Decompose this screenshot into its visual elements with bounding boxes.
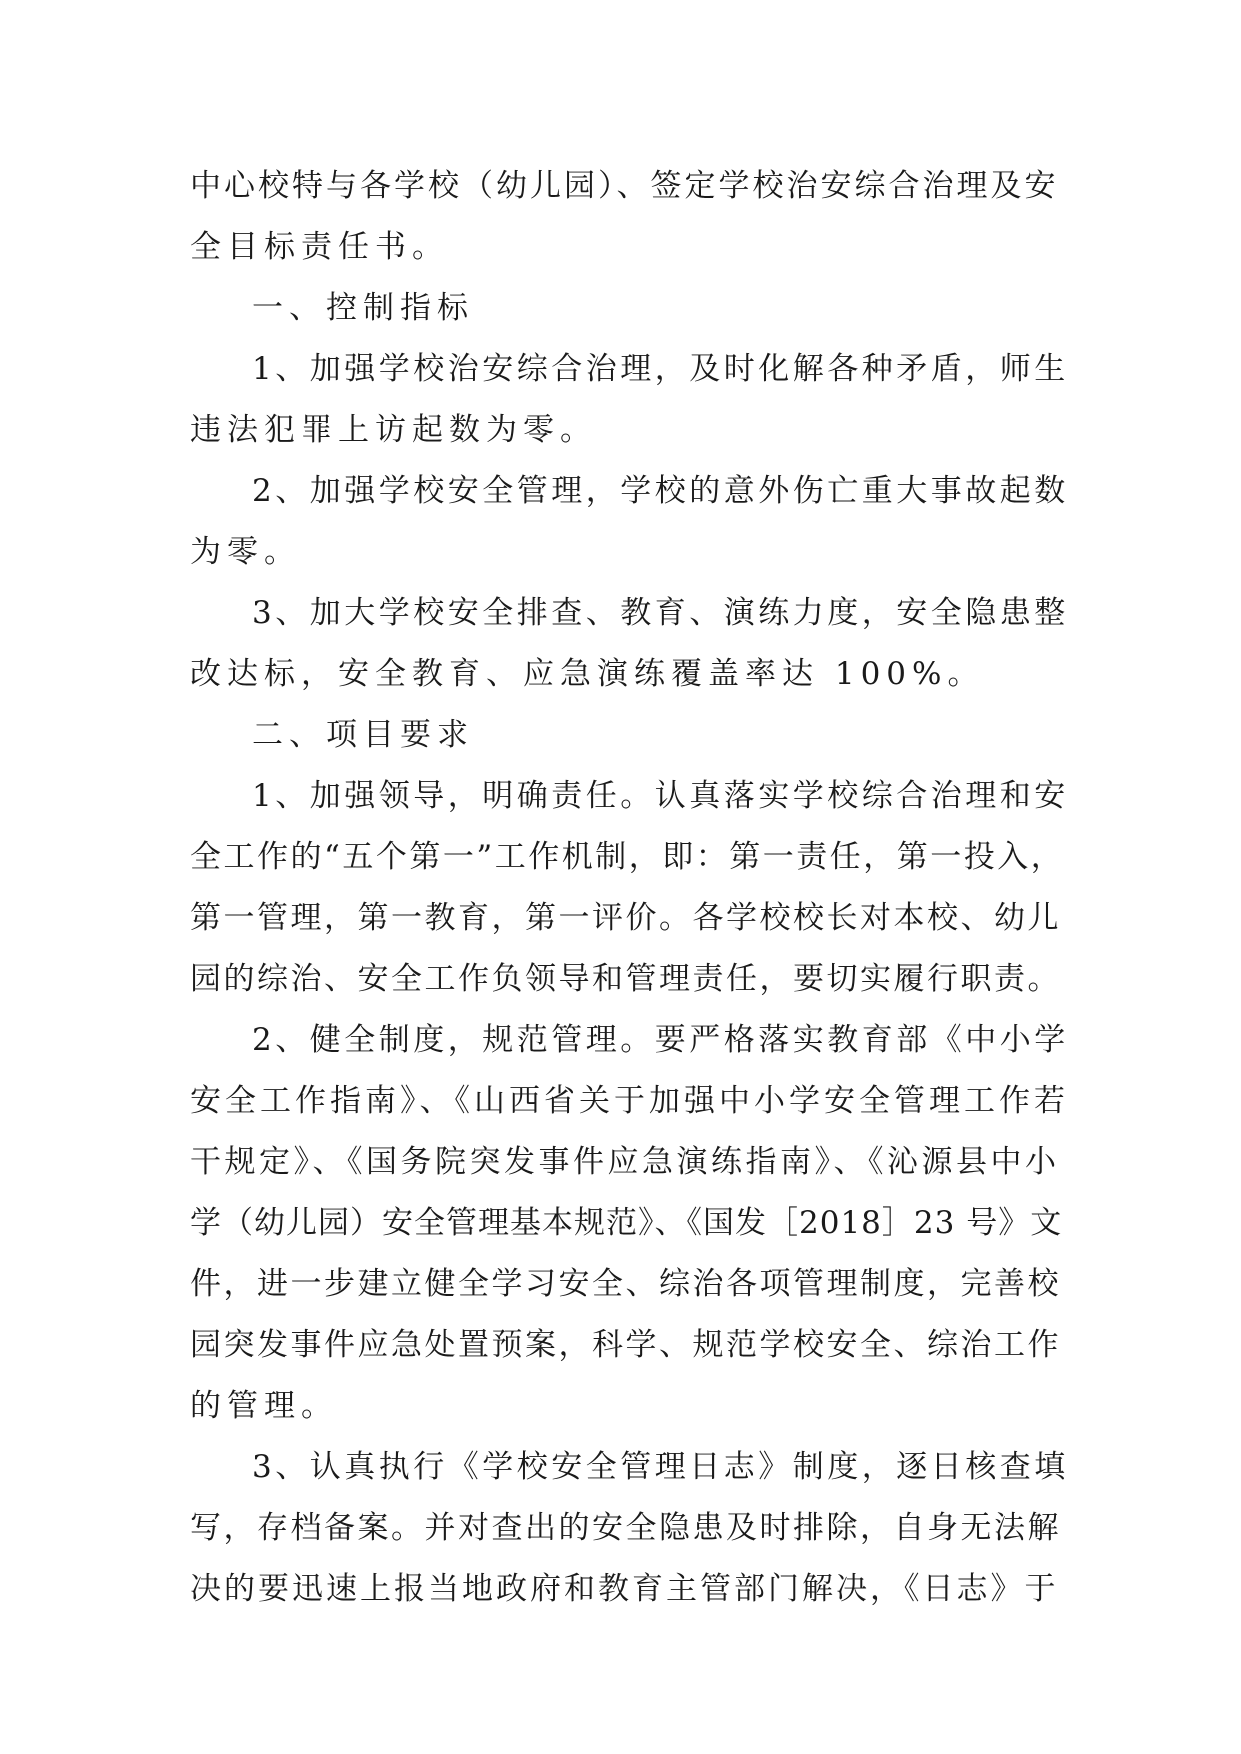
text-line: 1、加强领导，明确责任。认真落实学校综合治理和安 bbox=[252, 778, 1069, 814]
text-line: 全目标责任书。 bbox=[190, 229, 449, 265]
text-line: 改达标，安全教育、应急演练覆盖率达 100%。 bbox=[190, 656, 985, 692]
section-heading-control-targets: 一、控制指标 bbox=[252, 290, 474, 326]
text-line: 干规定》、《国务院突发事件应急演练指南》、《沁源县中小 bbox=[190, 1144, 1060, 1180]
text-line: 决的要迅速上报当地政府和教育主管部门解决，《日志》于 bbox=[190, 1571, 1059, 1607]
section-heading-project-requirements: 二、项目要求 bbox=[252, 717, 474, 753]
text-line: 第一管理，第一教育，第一评价。各学校校长对本校、幼儿 bbox=[190, 900, 1061, 936]
text-line: 的管理。 bbox=[190, 1388, 338, 1424]
text-line: 2、健全制度，规范管理。要严格落实教育部《中小学 bbox=[252, 1022, 1069, 1058]
text-line: 为零。 bbox=[190, 534, 301, 570]
text-line: 学（幼儿园）安全管理基本规范》、《国发［2018］23 号》文 bbox=[190, 1205, 1063, 1241]
text-line: 园突发事件应急处置预案，科学、规范学校安全、综治工作 bbox=[190, 1327, 1061, 1363]
text-line: 件，进一步建立健全学习安全、综治各项管理制度，完善校 bbox=[190, 1266, 1061, 1302]
text-line: 全工作的“五个第一”工作机制，即：第一责任，第一投入， bbox=[190, 839, 1065, 875]
text-line: 园的综治、安全工作负领导和管理责任，要切实履行职责。 bbox=[190, 961, 1061, 997]
text-line: 3、认真执行《学校安全管理日志》制度，逐日核查填 bbox=[252, 1449, 1069, 1485]
text-line: 安全工作指南》、《山西省关于加强中小学安全管理工作若 bbox=[190, 1083, 1069, 1119]
text-line: 写，存档备案。并对查出的安全隐患及时排除，自身无法解 bbox=[190, 1510, 1061, 1546]
text-line: 中心校特与各学校（幼儿园）、签定学校治安综合治理及安 bbox=[190, 168, 1059, 204]
text-line: 1、加强学校治安综合治理，及时化解各种矛盾，师生 bbox=[252, 351, 1069, 387]
document-body bbox=[190, 156, 1070, 1620]
text-line: 2、加强学校安全管理，学校的意外伤亡重大事故起数 bbox=[252, 473, 1069, 509]
text-line: 违法犯罪上访起数为零。 bbox=[190, 412, 597, 448]
text-line: 3、加大学校安全排查、教育、演练力度，安全隐患整 bbox=[252, 595, 1069, 631]
